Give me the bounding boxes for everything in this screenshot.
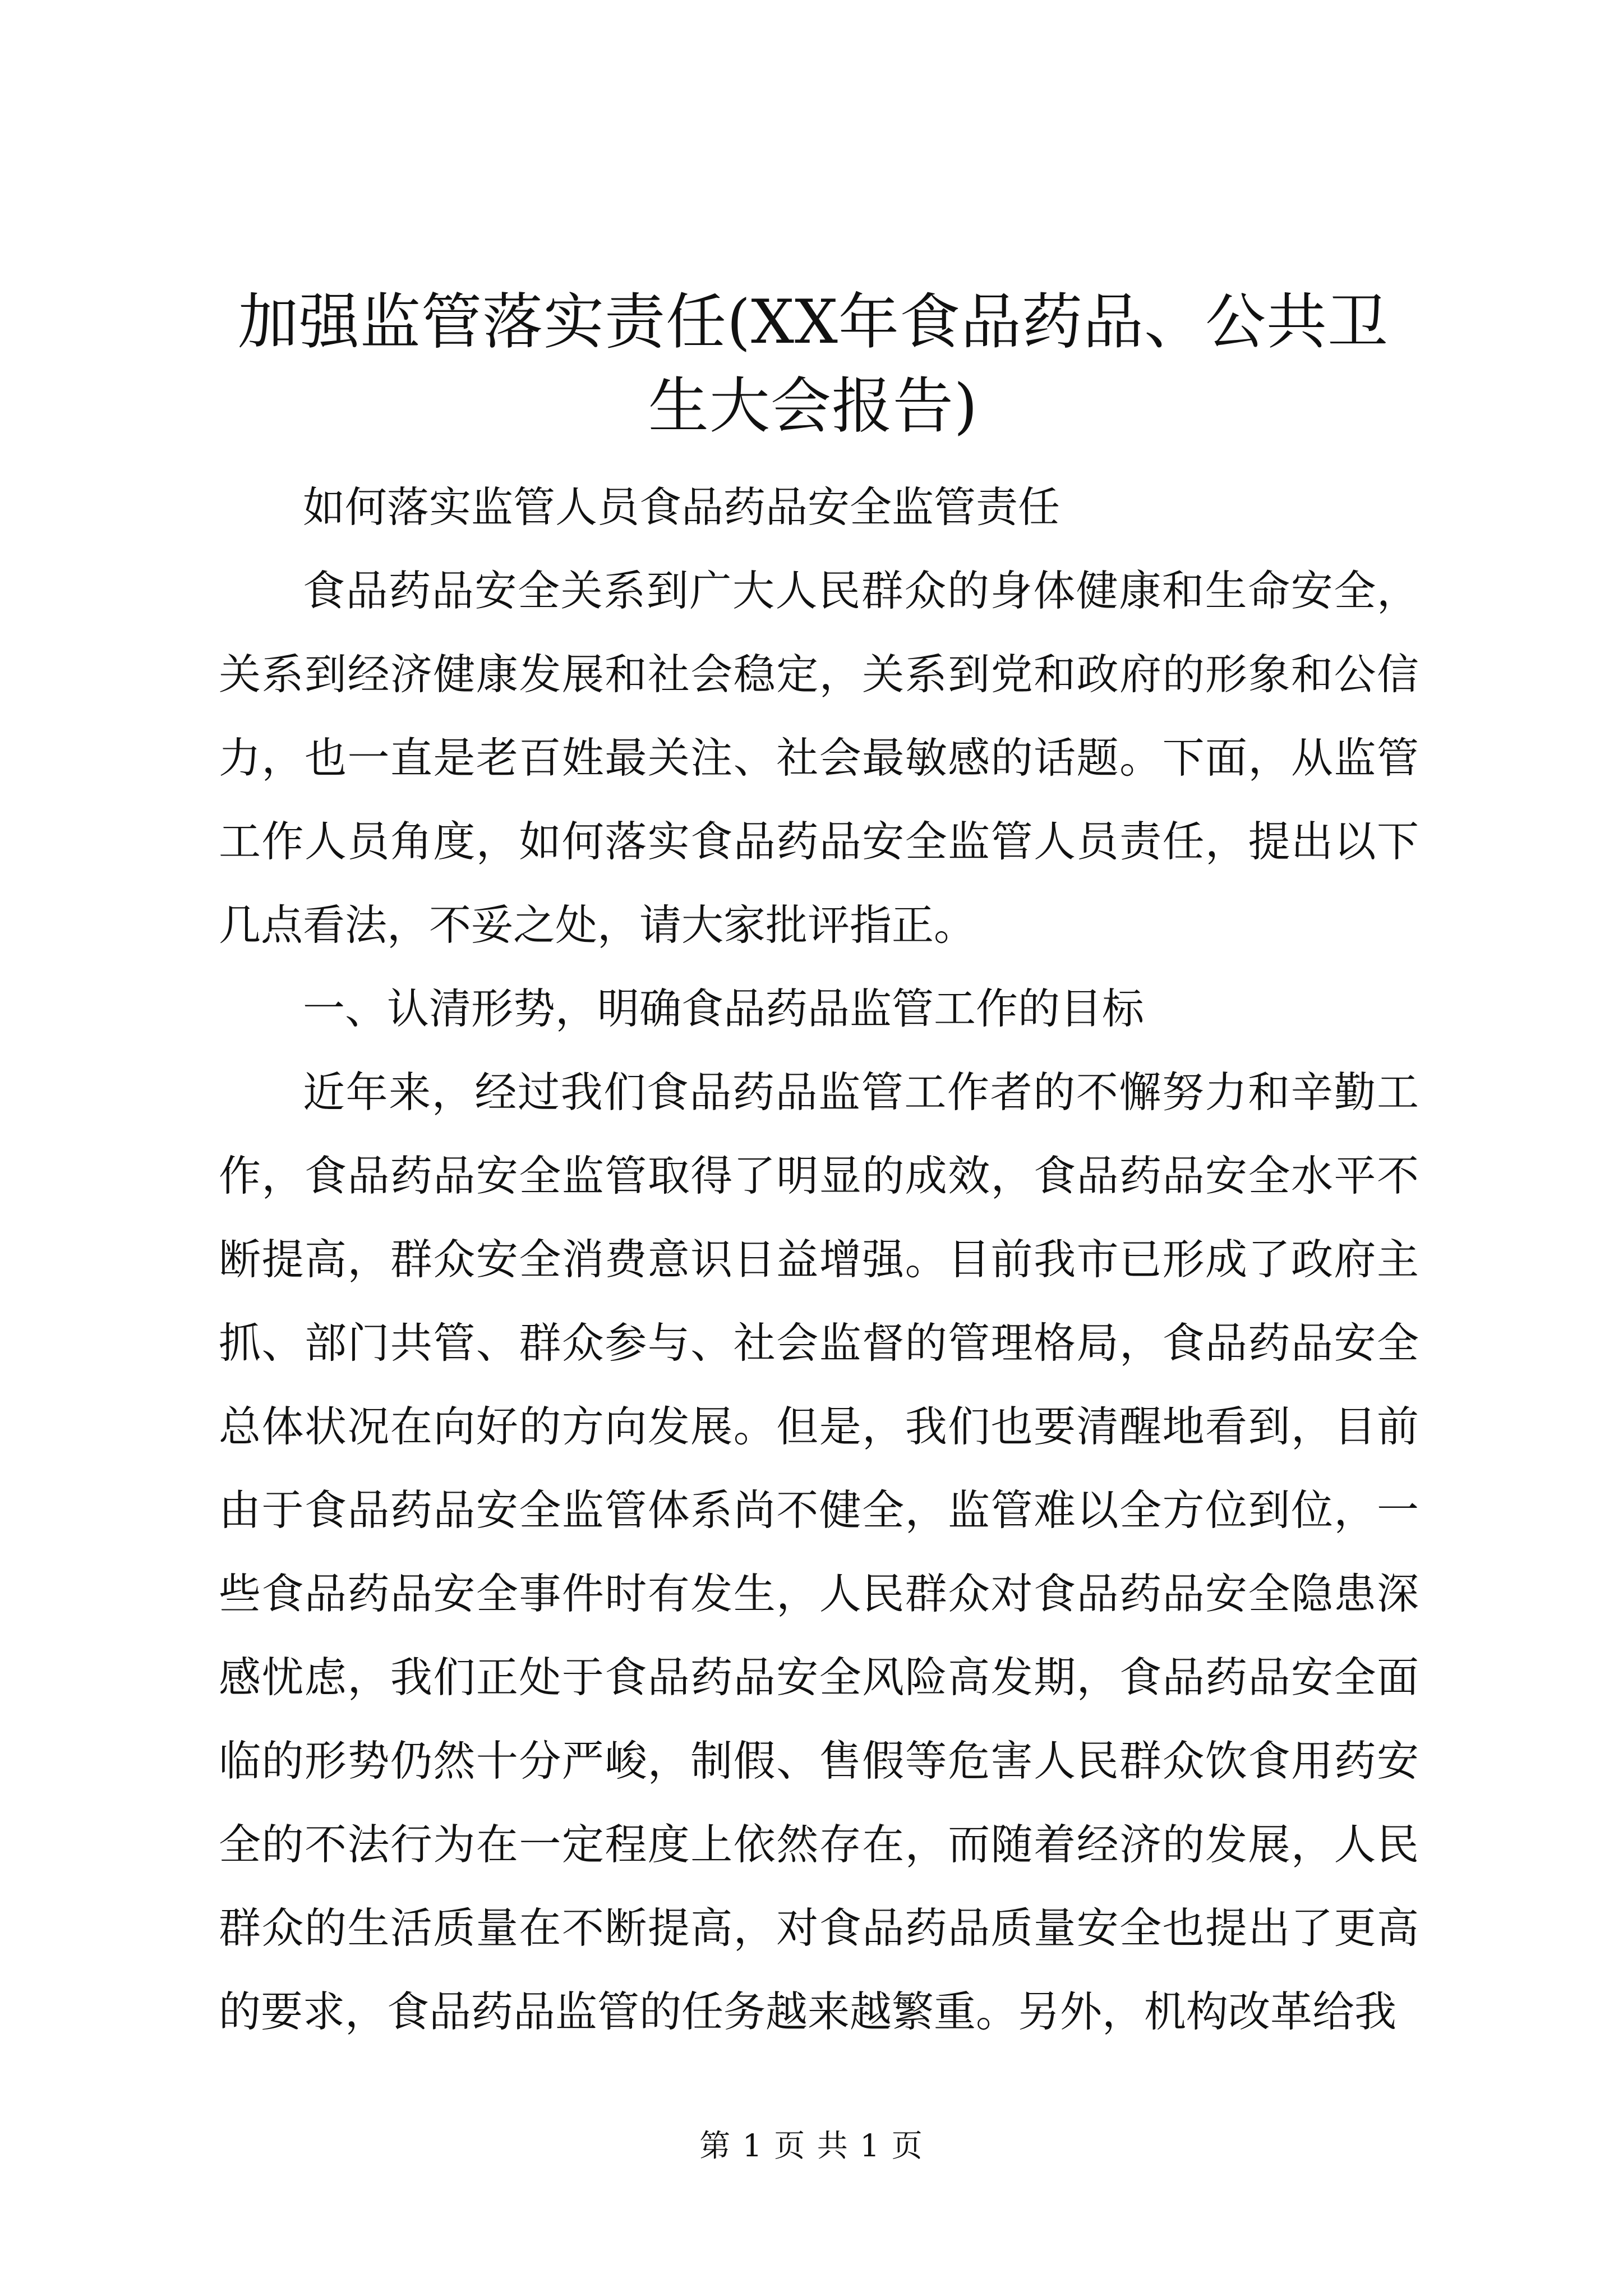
paragraph-subtitle: 如何落实监管人员食品药品安全监管责任 — [303, 482, 1061, 532]
document-title: 加强监管落实责任(XX年食品药品、公共卫生大会报告) — [238, 287, 1389, 441]
page-number-footer: 第 1 页 共 1 页 — [699, 2128, 924, 2164]
section-heading: 一、认清形势，明确食品药品监管工作的目标 — [303, 984, 1145, 1033]
paragraph-body: 近年来，经过我们食品药品监管工作者的不懈努力和辛勤工作，食品药品安全监管取得了明显的成效，食品药品安全水平不断提高，群众安全消费意识日益增强。目前我市已形成了政府主抓、部门共管、群众参与、社会监督的管理格局，食品药品安全总体状况在向好的方向发展。但是，我们也要清醒地看到，目前由于食品药品安全监管体系尚不健全，监管难以全方位到位，一些食品药品安全事件时有发生，人民群众对食品药品安全隐患深感忧虑，我们正处于食品药品安全风险高发期，食品药品安全面临的形势仍然十分严峻，制假、售假等危害人民群众饮食用药安全的不法行为在一定程度上依然存在，而随着经济的发展，人民群众的生活质量在不断提高，对食品药品质量安全也提出了更高的要求，食品药品监管的任务越来越繁重。另外，机构改革给我 — [219, 1068, 1419, 2036]
document-body — [219, 466, 1419, 2054]
paragraph-intro: 食品药品安全关系到广大人民群众的身体健康和生命安全，关系到经济健康发展和社会稳定，关系到党和政府的形象和公信力，也一直是老百姓最关注、社会最敏感的话题。下面，从监管工作人员角度，如何落实食品药品安全监管人员责任，提出以下几点看法，不妥之处，请大家批评指正。 — [219, 566, 1419, 950]
